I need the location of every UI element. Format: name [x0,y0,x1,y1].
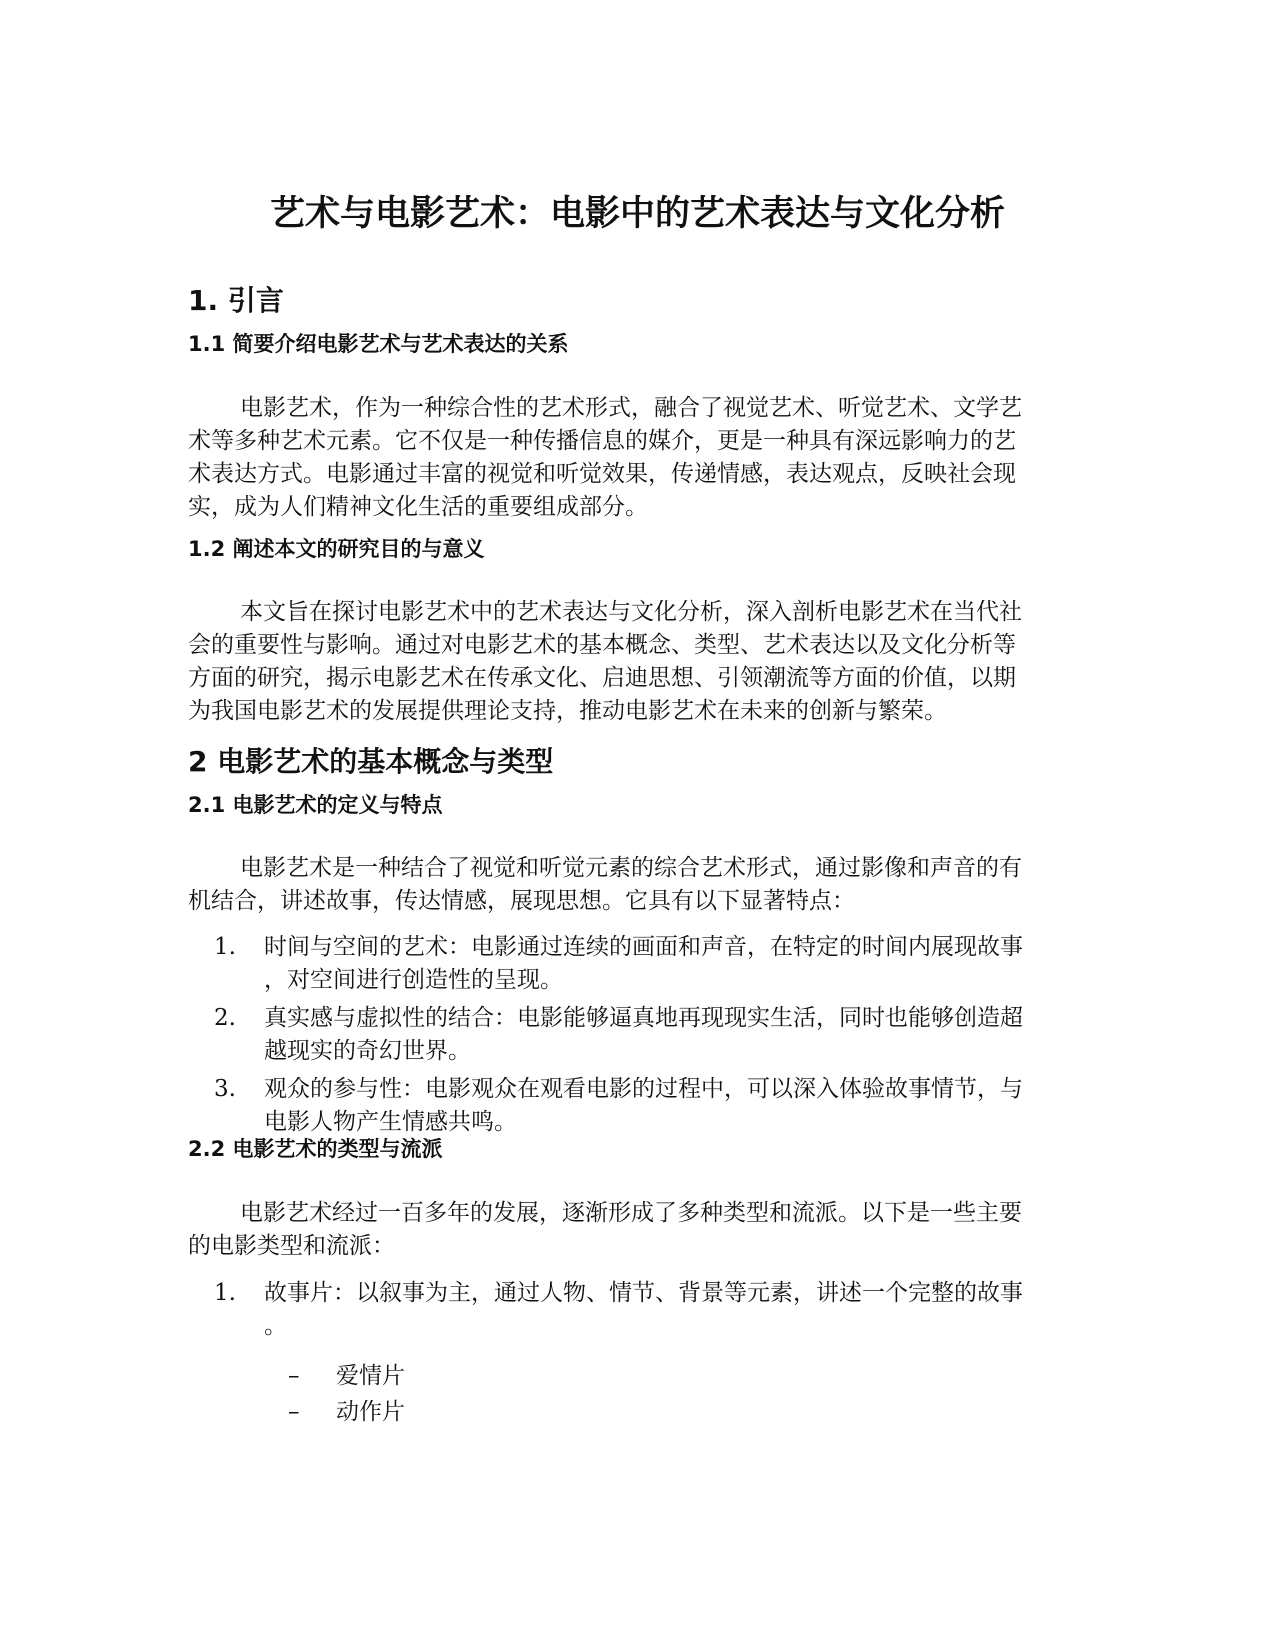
dash-list-item [188,1358,405,1394]
list-item-line: ，对空间进行创造性的呈现。 [264,967,563,993]
list-number: 2. [214,1005,236,1031]
paragraph-line: 本文旨在探讨电影艺术中的艺术表达与文化分析，深入剖析电影艺术在当代社 [240,599,1022,625]
list-number: 1. [214,934,236,960]
numbered-list [188,1277,1088,1348]
paragraph-line: 的电影类型和流派： [188,1233,395,1259]
section-heading: 2 电影艺术的基本概念与类型 [188,745,554,778]
list-item [188,931,1088,997]
list-item-line: 电影人物产生情感共鸣。 [264,1109,517,1135]
list-item-line: 故事片：以叙事为主，通过人物、情节、背景等元素，讲述一个完整的故事 [264,1280,1023,1306]
paragraph-line: 机结合，讲述故事，传达情感，展现思想。它具有以下显著特点： [188,888,855,914]
subsection-heading: 2.2 电影艺术的类型与流派 [188,1137,443,1161]
list-item [188,1002,1088,1068]
list-item [188,1277,1088,1343]
dash-list-item-label: 爱情片 [336,1363,405,1389]
section-heading: 1. 引言 [188,284,284,317]
numbered-list [188,931,1088,1144]
paragraph [188,596,1088,728]
dash-bullet: – [288,1363,300,1389]
list-item-line: 。 [264,1313,287,1339]
list-number: 1. [214,1280,236,1306]
dash-list [188,1358,405,1430]
subsection-heading: 2.1 电影艺术的定义与特点 [188,793,443,817]
list-item-line: 越现实的奇幻世界。 [264,1038,471,1064]
subsection-heading: 1.2 阐述本文的研究目的与意义 [188,537,485,561]
list-item [188,1073,1088,1139]
paragraph-line: 方面的研究，揭示电影艺术在传承文化、启迪思想、引领潮流等方面的价值，以期 [188,665,1016,691]
subsection-heading: 1.1 简要介绍电影艺术与艺术表达的关系 [188,332,569,356]
paragraph [188,852,1088,918]
dash-bullet: – [288,1399,300,1425]
list-item-line: 观众的参与性：电影观众在观看电影的过程中，可以深入体验故事情节，与 [264,1076,1023,1102]
paragraph-line: 术表达方式。电影通过丰富的视觉和听觉效果，传递情感，表达观点，反映社会现 [188,461,1016,487]
paragraph-line: 电影艺术是一种结合了视觉和听觉元素的综合艺术形式，通过影像和声音的有 [240,855,1022,881]
paragraph [188,1197,1088,1263]
list-item-line: 真实感与虚拟性的结合：电影能够逼真地再现现实生活，同时也能够创造超 [264,1005,1023,1031]
paragraph-line: 术等多种艺术元素。它不仅是一种传播信息的媒介，更是一种具有深远影响力的艺 [188,428,1016,454]
paragraph-line: 实，成为人们精神文化生活的重要组成部分。 [188,494,648,520]
paragraph-line: 电影艺术，作为一种综合性的艺术形式，融合了视觉艺术、听觉艺术、文学艺 [240,395,1022,421]
list-item-line: 时间与空间的艺术：电影通过连续的画面和声音，在特定的时间内展现故事 [264,934,1023,960]
document-title: 艺术与电影艺术：电影中的艺术表达与文化分析 [269,194,1005,234]
paragraph-line: 电影艺术经过一百多年的发展，逐渐形成了多种类型和流派。以下是一些主要 [240,1200,1022,1226]
dash-list-item-label: 动作片 [336,1399,405,1425]
paragraph-line: 会的重要性与影响。通过对电影艺术的基本概念、类型、艺术表达以及文化分析等 [188,632,1016,658]
dash-list-item [188,1394,405,1430]
paragraph [188,392,1088,524]
paragraph-line: 为我国电影艺术的发展提供理论支持，推动电影艺术在未来的创新与繁荣。 [188,698,947,724]
list-number: 3. [214,1076,236,1102]
